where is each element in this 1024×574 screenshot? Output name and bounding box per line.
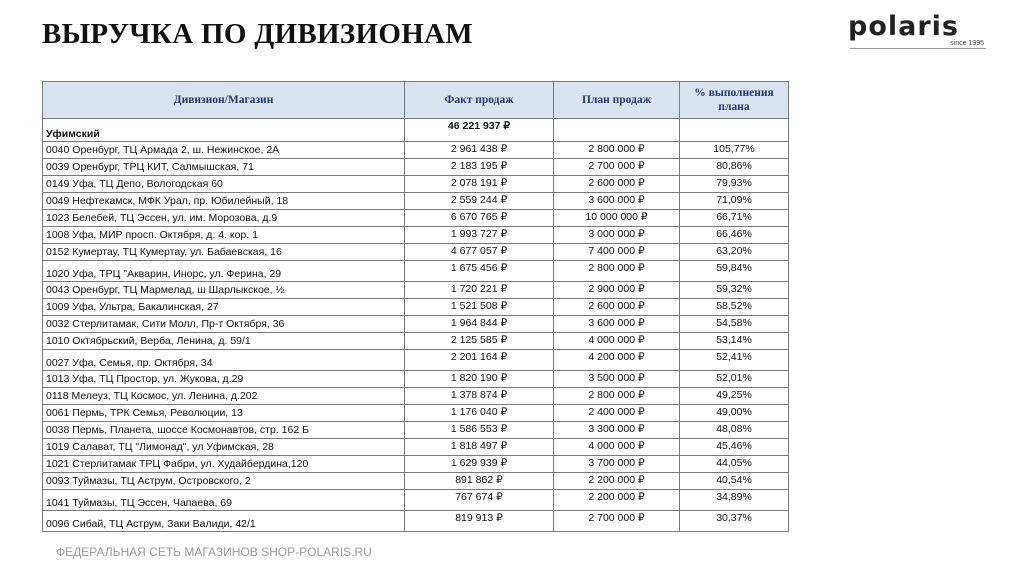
- plan-sales: 2 700 000 ₽: [554, 511, 680, 532]
- store-name: 0040 Оренбург, ТЦ Армада 2, ш. Нежинское, 2А: [43, 142, 405, 159]
- fact-sales: 1 675 456 ₽: [405, 261, 554, 282]
- fact-sales: 1 586 553 ₽: [405, 422, 554, 439]
- fact-sales: 891 862 ₽: [405, 473, 554, 490]
- col-fact: Факт продаж: [405, 82, 554, 119]
- table-row: [43, 244, 789, 261]
- empty-cell: [554, 119, 680, 142]
- plan-percent: 30,37%: [680, 511, 789, 532]
- plan-sales: 10 000 000 ₽: [554, 210, 680, 227]
- fact-sales: 1 720 221 ₽: [405, 282, 554, 299]
- plan-percent: 66,71%: [680, 210, 789, 227]
- store-name: 1008 Уфа, МИР просп. Октября, д. 4. кор. 1: [43, 227, 405, 244]
- fact-sales: 1 818 497 ₽: [405, 439, 554, 456]
- col-store: Дивизион/Магазин: [43, 82, 405, 119]
- plan-percent: 40,54%: [680, 473, 789, 490]
- store-name: 0043 Оренбург, ТЦ Мармелад, ш Шарлыкское, ½: [43, 282, 405, 299]
- fact-sales: 2 961 438 ₽: [405, 142, 554, 159]
- plan-sales: 3 300 000 ₽: [554, 422, 680, 439]
- table-row: [43, 299, 789, 316]
- store-name: 0096 Сибай, ТЦ Аструм, Заки Валиди, 42/1: [43, 511, 405, 532]
- plan-percent: 66,46%: [680, 227, 789, 244]
- table-row: [43, 490, 789, 511]
- plan-sales: 3 000 000 ₽: [554, 227, 680, 244]
- store-name: 1009 Уфа, Ультра, Бакалинская, 27: [43, 299, 405, 316]
- division-name: Уфимский: [43, 119, 405, 142]
- plan-percent: 53,14%: [680, 333, 789, 350]
- store-name: 0027 Уфа, Семья, пр. Октября, 34: [43, 350, 405, 371]
- store-name: 0061 Пермь, ТРК Семья, Революции, 13: [43, 405, 405, 422]
- table-row: [43, 142, 789, 159]
- fact-sales: 2 125 585 ₽: [405, 333, 554, 350]
- col-percent: % выполнения плана: [680, 82, 789, 119]
- store-name: 0149 Уфа, ТЦ Депо, Вологодская 60: [43, 176, 405, 193]
- store-name: 0118 Мелеуз, ТЦ Космос, ул. Ленина, д.202: [43, 388, 405, 405]
- table-row: [43, 159, 789, 176]
- table-row: [43, 405, 789, 422]
- table-row: [43, 371, 789, 388]
- table-row: [43, 456, 789, 473]
- store-name: 1021 Стерлитамак ТРЦ Фабри, ул. Худайбердина,120: [43, 456, 405, 473]
- col-plan: План продаж: [554, 82, 680, 119]
- store-name: 1010 Октябрьский, Верба, Ленина, д. 59/1: [43, 333, 405, 350]
- table-header: [43, 82, 789, 119]
- plan-percent: 59,32%: [680, 282, 789, 299]
- table-row: [43, 511, 789, 532]
- plan-sales: 2 800 000 ₽: [554, 142, 680, 159]
- fact-sales: 2 201 164 ₽: [405, 350, 554, 371]
- fact-sales: 819 913 ₽: [405, 511, 554, 532]
- table-row: [43, 388, 789, 405]
- plan-percent: 34,89%: [680, 490, 789, 511]
- fact-sales: 4 677 057 ₽: [405, 244, 554, 261]
- plan-percent: 79,93%: [680, 176, 789, 193]
- table-row: [43, 282, 789, 299]
- plan-sales: 3 700 000 ₽: [554, 456, 680, 473]
- store-name: 1020 Уфа, ТРЦ "Акварин, Инорс, ул. Ферина, 29: [43, 261, 405, 282]
- polaris-logo: [848, 11, 998, 47]
- plan-percent: 105,77%: [680, 142, 789, 159]
- table-row: [43, 439, 789, 456]
- store-name: 1041 Туймазы, ТЦ Эссен, Чапаева, 69: [43, 490, 405, 511]
- plan-sales: 2 800 000 ₽: [554, 388, 680, 405]
- table-row: [43, 176, 789, 193]
- store-name: 1019 Салават, ТЦ "Лимонад", ул Уфимская, 28: [43, 439, 405, 456]
- store-name: 1023 Белебей, ТЦ Эссен, ул. им. Морозова, д.9: [43, 210, 405, 227]
- logo-tagline: since 1995: [950, 40, 984, 47]
- plan-percent: 59,84%: [680, 261, 789, 282]
- footer-text: ФЕДЕРАЛЬНАЯ СЕТЬ МАГАЗИНОВ SHOP-POLARIS.RU: [56, 545, 372, 559]
- fact-sales: 1 993 727 ₽: [405, 227, 554, 244]
- table-row: [43, 333, 789, 350]
- plan-sales: 4 200 000 ₽: [554, 350, 680, 371]
- sales-table: [42, 81, 789, 532]
- fact-sales: 1 378 874 ₽: [405, 388, 554, 405]
- store-name: 0049 Нефтекамск, МФК Урал, пр. Юбилейный, 18: [43, 193, 405, 210]
- store-name: 0152 Кумертау, ТЦ Кумертау, ул. Бабаевская, 16: [43, 244, 405, 261]
- plan-percent: 54,58%: [680, 316, 789, 333]
- store-name: 0032 Стерлитамак, Сити Молл, Пр-т Октября, 36: [43, 316, 405, 333]
- table-row: [43, 316, 789, 333]
- plan-sales: 7 400 000 ₽: [554, 244, 680, 261]
- store-name: 0093 Туймазы, ТЦ Аструм, Островского, 2: [43, 473, 405, 490]
- fact-sales: 6 670 765 ₽: [405, 210, 554, 227]
- table-row: [43, 210, 789, 227]
- division-row: [43, 119, 789, 142]
- plan-percent: 52,01%: [680, 371, 789, 388]
- plan-percent: 52,41%: [680, 350, 789, 371]
- fact-sales: 1 820 190 ₽: [405, 371, 554, 388]
- plan-percent: 44,05%: [680, 456, 789, 473]
- table-row: [43, 422, 789, 439]
- fact-sales: 2 078 191 ₽: [405, 176, 554, 193]
- plan-sales: 2 900 000 ₽: [554, 282, 680, 299]
- page-title: ВЫРУЧКА ПО ДИВИЗИОНАМ: [42, 18, 473, 50]
- division-fact: 46 221 937 ₽: [405, 119, 554, 142]
- plan-sales: 4 000 000 ₽: [554, 333, 680, 350]
- fact-sales: 1 521 508 ₽: [405, 299, 554, 316]
- store-name: 0038 Пермь, Планета, шоссе Космонавтов, стр. 162 Б: [43, 422, 405, 439]
- plan-sales: 3 600 000 ₽: [554, 316, 680, 333]
- fact-sales: 1 629 939 ₽: [405, 456, 554, 473]
- plan-sales: 2 200 000 ₽: [554, 490, 680, 511]
- plan-sales: 2 400 000 ₽: [554, 405, 680, 422]
- fact-sales: 767 674 ₽: [405, 490, 554, 511]
- plan-percent: 49,25%: [680, 388, 789, 405]
- plan-percent: 63,20%: [680, 244, 789, 261]
- plan-sales: 4 000 000 ₽: [554, 439, 680, 456]
- fact-sales: 2 559 244 ₽: [405, 193, 554, 210]
- plan-sales: 2 200 000 ₽: [554, 473, 680, 490]
- plan-sales: 2 600 000 ₽: [554, 176, 680, 193]
- table-row: [43, 193, 789, 210]
- table-row: [43, 350, 789, 371]
- plan-percent: 48,08%: [680, 422, 789, 439]
- store-name: 1013 Уфа, ТЦ Простор, ул. Жукова, д.29: [43, 371, 405, 388]
- plan-percent: 58,52%: [680, 299, 789, 316]
- plan-sales: 3 600 000 ₽: [554, 193, 680, 210]
- plan-percent: 80,86%: [680, 159, 789, 176]
- plan-percent: 71,09%: [680, 193, 789, 210]
- logo-divider: [850, 48, 986, 49]
- plan-sales: 2 600 000 ₽: [554, 299, 680, 316]
- plan-percent: 49,00%: [680, 405, 789, 422]
- table-row: [43, 261, 789, 282]
- table-row: [43, 473, 789, 490]
- table-row: [43, 227, 789, 244]
- fact-sales: 1 176 040 ₽: [405, 405, 554, 422]
- empty-cell: [680, 119, 789, 142]
- logo-wordmark: polaris: [848, 11, 959, 42]
- plan-sales: 2 800 000 ₽: [554, 261, 680, 282]
- plan-sales: 2 700 000 ₽: [554, 159, 680, 176]
- plan-percent: 45,46%: [680, 439, 789, 456]
- plan-sales: 3 500 000 ₽: [554, 371, 680, 388]
- fact-sales: 1 964 844 ₽: [405, 316, 554, 333]
- store-name: 0039 Оренбург, ТРЦ КИТ, Салмышская, 71: [43, 159, 405, 176]
- fact-sales: 2 183 195 ₽: [405, 159, 554, 176]
